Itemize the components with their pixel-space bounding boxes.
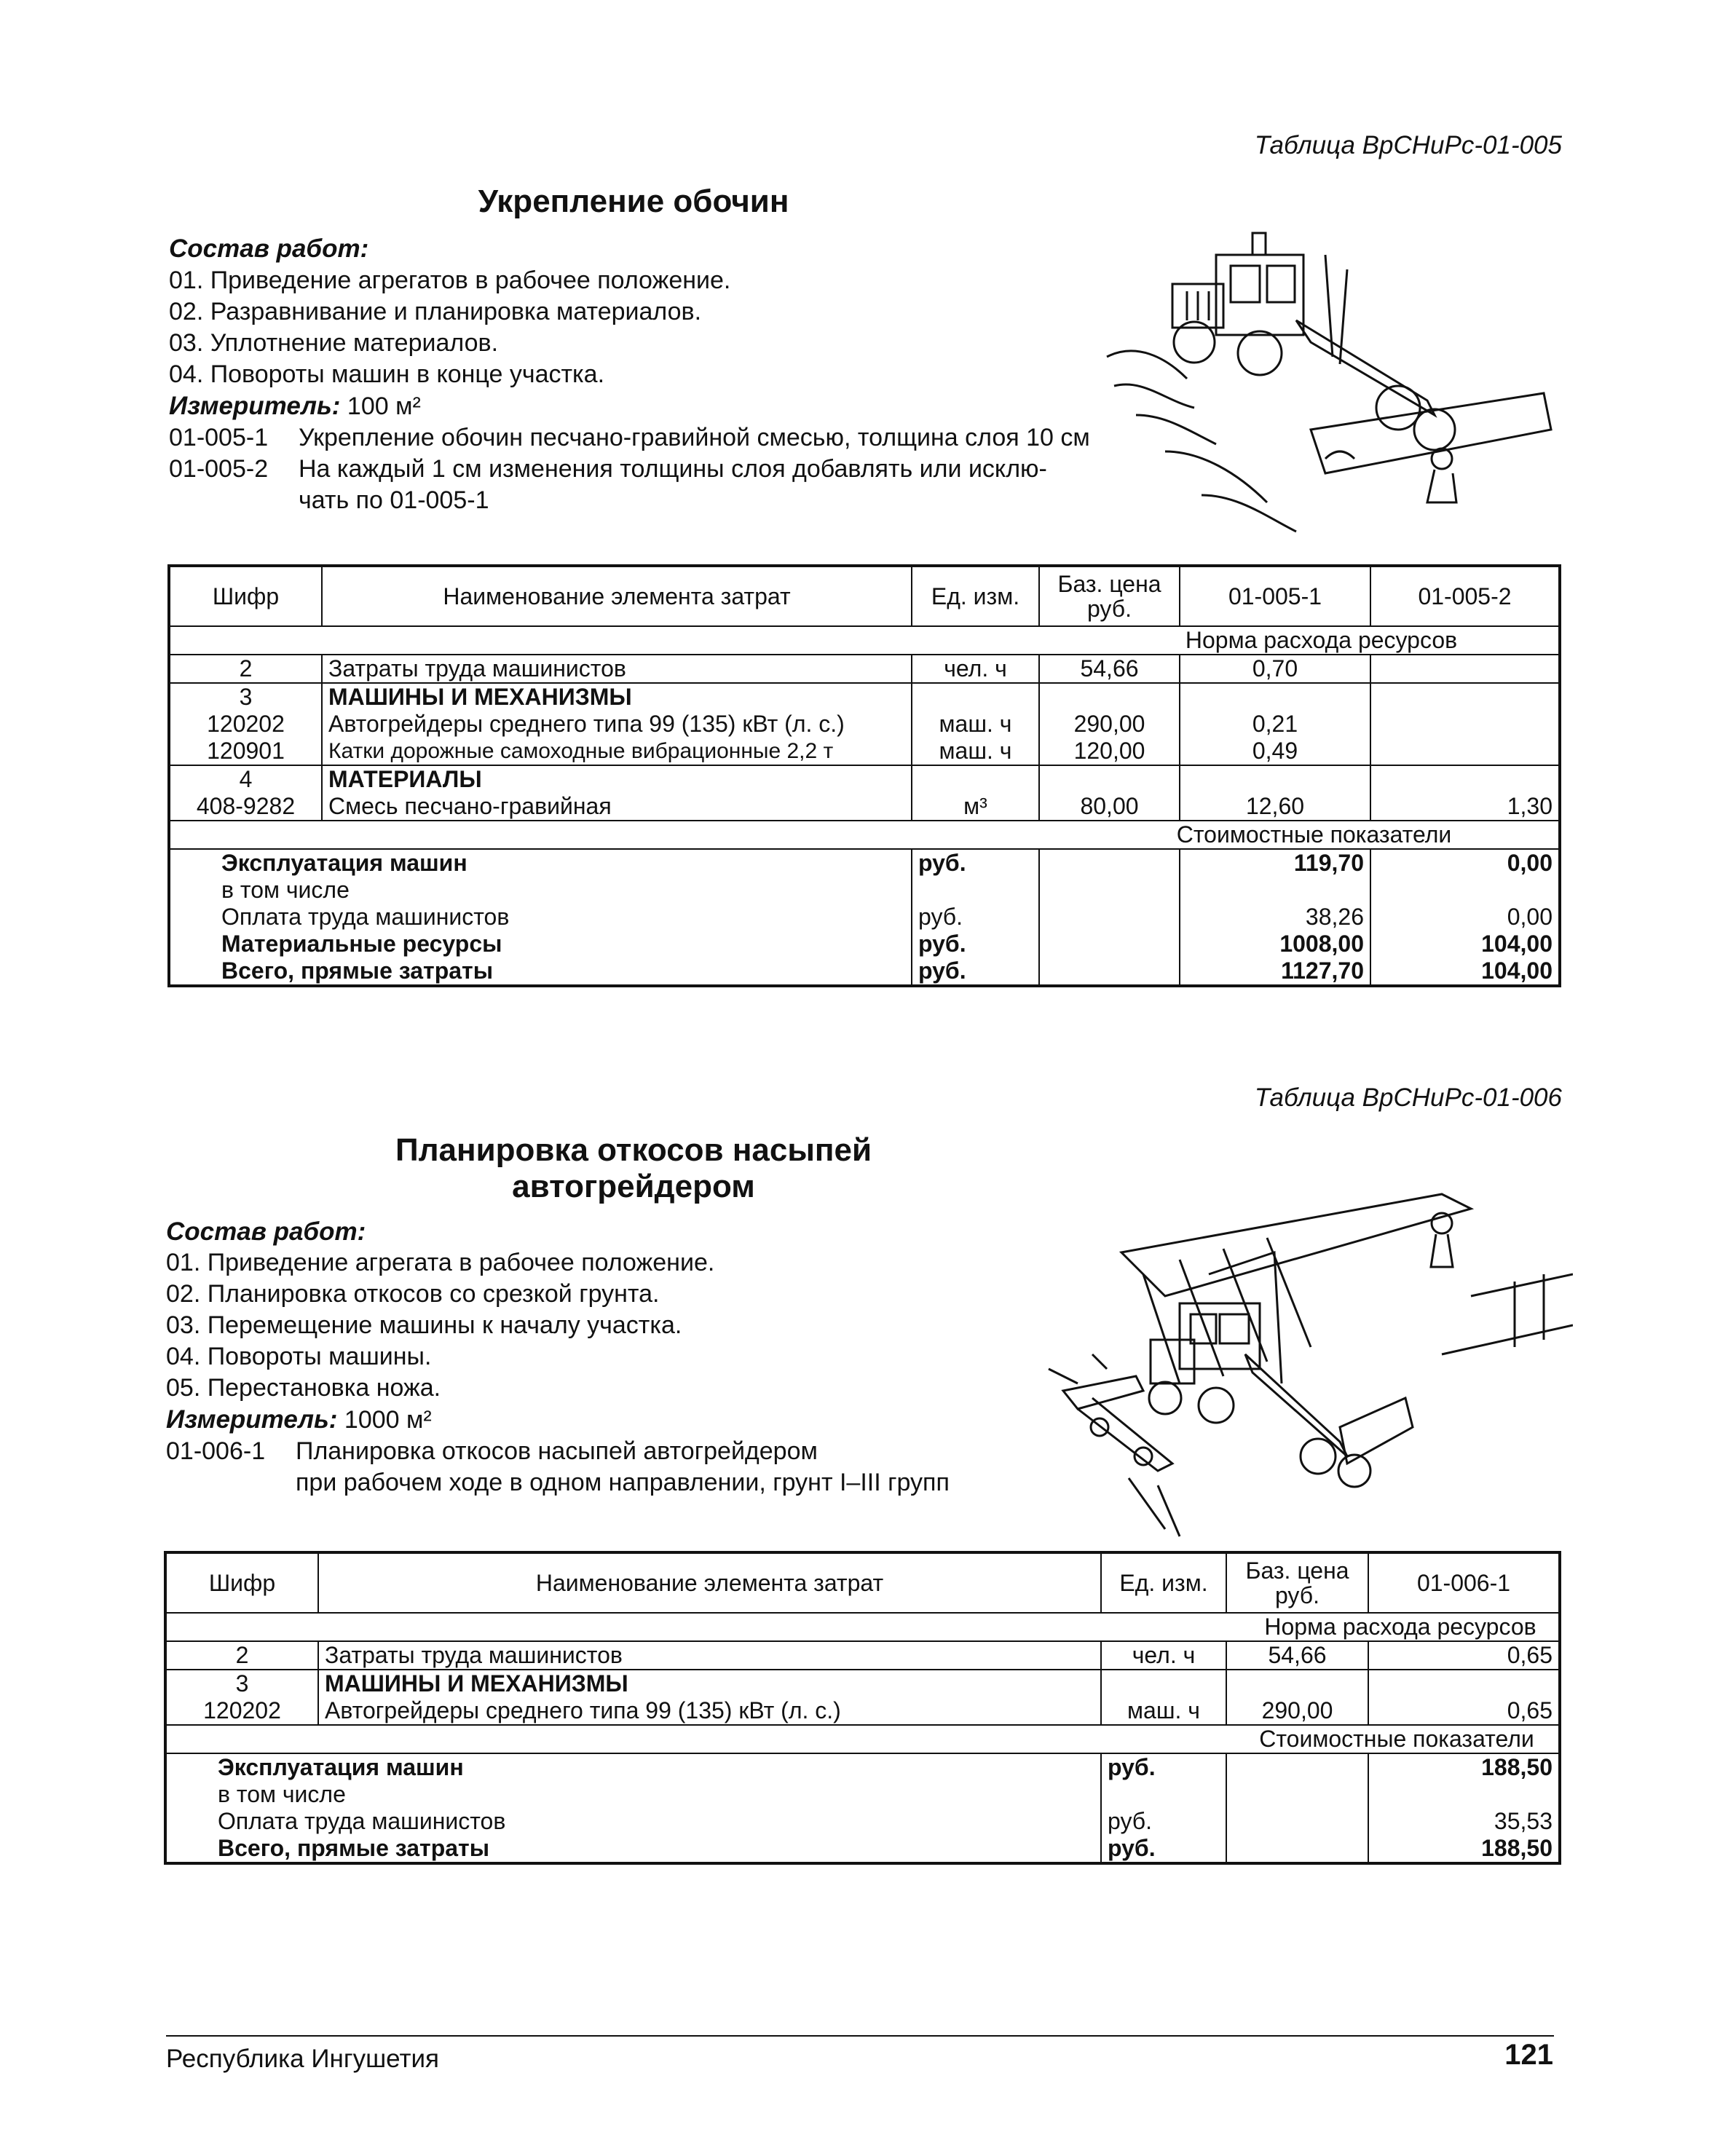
cost-row	[169, 931, 1560, 957]
table-row	[165, 1670, 1560, 1697]
work-step: 03. Уплотнение материалов.	[169, 329, 499, 357]
cell-code: 2	[239, 655, 253, 682]
cell-name: Автогрейдеры среднего типа 99 (135) кВт (л. с.)	[318, 1697, 1101, 1725]
cell-unit: маш. ч	[912, 711, 1039, 738]
item-text: Планировка откосов насыпей автогрейдером	[296, 1437, 818, 1465]
cost-unit: руб.	[1101, 1835, 1226, 1863]
cell-value: 0,70	[1180, 655, 1370, 683]
cell-code: 4	[239, 766, 253, 792]
cell-price: 120,00	[1039, 738, 1180, 765]
item-text: Укрепление обочин песчано-гравийной смесью, толщина слоя 10 см	[299, 424, 1090, 451]
table-header-row	[169, 566, 1560, 626]
table-row	[165, 1641, 1560, 1670]
cost-label: в том числе	[218, 1781, 346, 1807]
section-title	[335, 1132, 932, 1205]
cost-label: Оплата труда машинистов	[221, 904, 510, 930]
izmeritel-value: 100 м²	[347, 392, 421, 420]
resource-table-1	[167, 564, 1561, 987]
cost-label: Материальные ресурсы	[221, 931, 502, 957]
cell-value: 0,65	[1368, 1697, 1560, 1725]
cell-price	[1226, 1670, 1368, 1697]
cell-code: 120901	[207, 738, 285, 764]
section-title-line: Планировка откосов насыпей	[395, 1132, 872, 1168]
stoim-row	[169, 821, 1560, 849]
table-row	[169, 711, 1560, 738]
cost-row	[169, 849, 1560, 877]
stoim-caption: Стоимостные показатели	[1039, 821, 1560, 849]
resource-table-2	[164, 1551, 1561, 1865]
cell-name: Автогрейдеры среднего типа 99 (135) кВт (л. с.)	[322, 711, 912, 738]
cost-row	[169, 904, 1560, 931]
cell-value	[1370, 738, 1560, 765]
cell-value	[1370, 655, 1560, 683]
cell-name: Смесь песчано-гравийная	[322, 793, 912, 821]
col-header: Наименование элемента затрат	[322, 566, 912, 626]
cell-price	[1039, 765, 1180, 793]
cell-unit	[912, 765, 1039, 793]
item-row	[169, 454, 1090, 485]
norma-caption: Норма расхода ресурсов	[1226, 1613, 1560, 1641]
cost-unit: руб.	[912, 849, 1039, 877]
cell-name: Затраты труда машинистов	[322, 655, 912, 683]
stoim-row	[165, 1725, 1560, 1753]
izmeritel	[169, 390, 421, 422]
work-steps	[169, 265, 730, 390]
table-header-row	[165, 1552, 1560, 1613]
table-row	[165, 1697, 1560, 1725]
section-title: Укрепление обочин	[478, 183, 789, 219]
grader-illustration	[1092, 211, 1573, 546]
work-step: 04. Повороты машин в конце участка.	[169, 360, 605, 388]
cell-price	[1039, 683, 1180, 711]
col-header: Баз. цена руб.	[1039, 566, 1180, 626]
cost-label: в том числе	[221, 877, 350, 903]
item-code: 01-005-2	[169, 455, 269, 483]
cost-value: 119,70	[1180, 849, 1370, 877]
footer-region: Республика Ингушетия	[166, 2045, 440, 2073]
cell-unit	[1101, 1670, 1226, 1697]
cell-unit: чел. ч	[912, 655, 1039, 683]
cell-unit: м³	[912, 793, 1039, 821]
cell-price: 54,66	[1039, 655, 1180, 683]
table-row	[169, 655, 1560, 683]
item-code: 01-006-1	[166, 1437, 266, 1465]
col-header: Шифр	[165, 1552, 318, 1613]
cell-name: МАШИНЫ И МЕХАНИЗМЫ	[318, 1670, 1101, 1697]
cell-value: 0,21	[1180, 711, 1370, 738]
table-row	[169, 765, 1560, 793]
cell-unit	[912, 683, 1039, 711]
norma-row	[165, 1613, 1560, 1641]
work-step: 05. Перестановка ножа.	[166, 1374, 441, 1402]
cell-code: 3	[235, 1670, 249, 1697]
col-header: Шифр	[169, 566, 322, 626]
cell-name: Затраты труда машинистов	[318, 1641, 1101, 1670]
cell-price: 54,66	[1226, 1641, 1368, 1670]
col-header: 01-006-1	[1368, 1552, 1560, 1613]
sostav-label: Состав работ:	[166, 1217, 366, 1246]
item-text-cont: чать по 01-005-1	[299, 486, 489, 514]
cost-label: Эксплуатация машин	[221, 850, 467, 876]
col-header: 01-005-2	[1370, 566, 1560, 626]
cost-value: 104,00	[1370, 931, 1560, 957]
cell-unit: маш. ч	[1101, 1697, 1226, 1725]
cost-row	[169, 877, 1560, 904]
izmeritel	[166, 1404, 432, 1436]
item-list	[166, 1436, 950, 1498]
cell-unit: маш. ч	[912, 738, 1039, 765]
cost-row	[165, 1835, 1560, 1863]
cell-code: 2	[235, 1642, 249, 1668]
col-header: Баз. цена руб.	[1226, 1552, 1368, 1613]
col-header: Наименование элемента затрат	[318, 1552, 1101, 1613]
table-tag: Таблица ВрСНиРс-01-005	[1254, 131, 1562, 159]
cell-price: 80,00	[1039, 793, 1180, 821]
cost-label: Эксплуатация машин	[218, 1754, 464, 1780]
cost-unit	[1101, 1781, 1226, 1808]
cost-label: Оплата труда машинистов	[218, 1808, 506, 1834]
cell-price: 290,00	[1226, 1697, 1368, 1725]
cost-unit: руб.	[912, 957, 1039, 986]
page-number: 121	[1504, 2039, 1553, 2071]
section-title-line: автогрейдером	[512, 1169, 755, 1204]
cost-unit	[912, 877, 1039, 904]
cost-unit: руб.	[1101, 1753, 1226, 1781]
cost-value: 35,53	[1368, 1808, 1560, 1835]
item-row	[169, 422, 1090, 454]
cost-unit: руб.	[1101, 1808, 1226, 1835]
item-list	[169, 422, 1090, 516]
work-step: 01. Приведение агрегатов в рабочее положение.	[169, 266, 731, 294]
cost-row	[165, 1808, 1560, 1835]
cell-value	[1368, 1670, 1560, 1697]
col-header: Ед. изм.	[912, 566, 1039, 626]
cell-code: 3	[239, 684, 253, 710]
cost-value	[1368, 1781, 1560, 1808]
cost-label: Всего, прямые затраты	[218, 1835, 490, 1861]
cost-unit: руб.	[912, 904, 1039, 931]
cost-value: 104,00	[1370, 957, 1560, 986]
table-row	[169, 738, 1560, 765]
cell-price: 290,00	[1039, 711, 1180, 738]
cell-value	[1180, 765, 1370, 793]
cell-code: 408-9282	[196, 793, 296, 819]
izmeritel-label: Измеритель:	[169, 392, 341, 420]
izmeritel-value: 1000 м²	[344, 1406, 432, 1434]
cost-value: 0,00	[1370, 904, 1560, 931]
cost-label: Всего, прямые затраты	[221, 957, 494, 984]
work-step: 04. Повороты машины.	[166, 1343, 432, 1370]
table-tag: Таблица ВрСНиРс-01-006	[1254, 1083, 1562, 1112]
cell-value: 0,49	[1180, 738, 1370, 765]
cost-value: 1008,00	[1180, 931, 1370, 957]
cost-value: 0,00	[1370, 849, 1560, 877]
norma-row	[169, 626, 1560, 655]
item-text: На каждый 1 см изменения толщины слоя добавлять или исклю-	[299, 455, 1047, 483]
cost-row	[165, 1753, 1560, 1781]
work-steps	[166, 1247, 714, 1404]
cost-value: 188,50	[1368, 1753, 1560, 1781]
cost-value: 188,50	[1368, 1835, 1560, 1863]
work-step: 03. Перемещение машины к началу участка.	[166, 1311, 682, 1339]
cell-value: 0,65	[1368, 1641, 1560, 1670]
item-row	[166, 1436, 950, 1467]
footer-rule	[166, 2035, 1554, 2037]
col-header: Ед. изм.	[1101, 1552, 1226, 1613]
table-row	[169, 683, 1560, 711]
cost-unit: руб.	[912, 931, 1039, 957]
izmeritel-label: Измеритель:	[166, 1405, 338, 1434]
cell-code: 120202	[203, 1697, 281, 1723]
item-code: 01-005-1	[169, 424, 269, 451]
cost-row	[169, 957, 1560, 986]
cost-value: 1127,70	[1180, 957, 1370, 986]
work-step: 02. Разравнивание и планировка материалов.	[169, 298, 702, 325]
cell-value: 1,30	[1370, 793, 1560, 821]
cell-name: МАШИНЫ И МЕХАНИЗМЫ	[322, 683, 912, 711]
cost-value	[1180, 877, 1370, 904]
cell-value	[1370, 683, 1560, 711]
cell-code: 120202	[207, 711, 285, 737]
work-step: 01. Приведение агрегата в рабочее положение.	[166, 1249, 715, 1276]
cell-name: МАТЕРИАЛЫ	[322, 765, 912, 793]
stoim-caption: Стоимостные показатели	[1226, 1725, 1560, 1753]
norma-caption: Норма расхода ресурсов	[1039, 626, 1560, 655]
cost-row	[165, 1781, 1560, 1808]
sostav-label: Состав работ:	[169, 234, 369, 263]
item-text-cont: при рабочем ходе в одном направлении, грунт I–III групп	[296, 1469, 950, 1496]
work-step: 02. Планировка откосов со срезкой грунта.	[166, 1280, 660, 1308]
col-header: 01-005-1	[1180, 566, 1370, 626]
cell-unit: чел. ч	[1101, 1641, 1226, 1670]
slope-grader-illustration	[1034, 1165, 1573, 1544]
cell-value	[1370, 765, 1560, 793]
cell-name: Катки дорожные самоходные вибрационные 2,2 т	[322, 738, 912, 765]
cell-value	[1180, 683, 1370, 711]
cell-value: 12,60	[1180, 793, 1370, 821]
cost-value: 38,26	[1180, 904, 1370, 931]
cost-value	[1370, 877, 1560, 904]
table-row	[169, 793, 1560, 821]
cell-value	[1370, 711, 1560, 738]
